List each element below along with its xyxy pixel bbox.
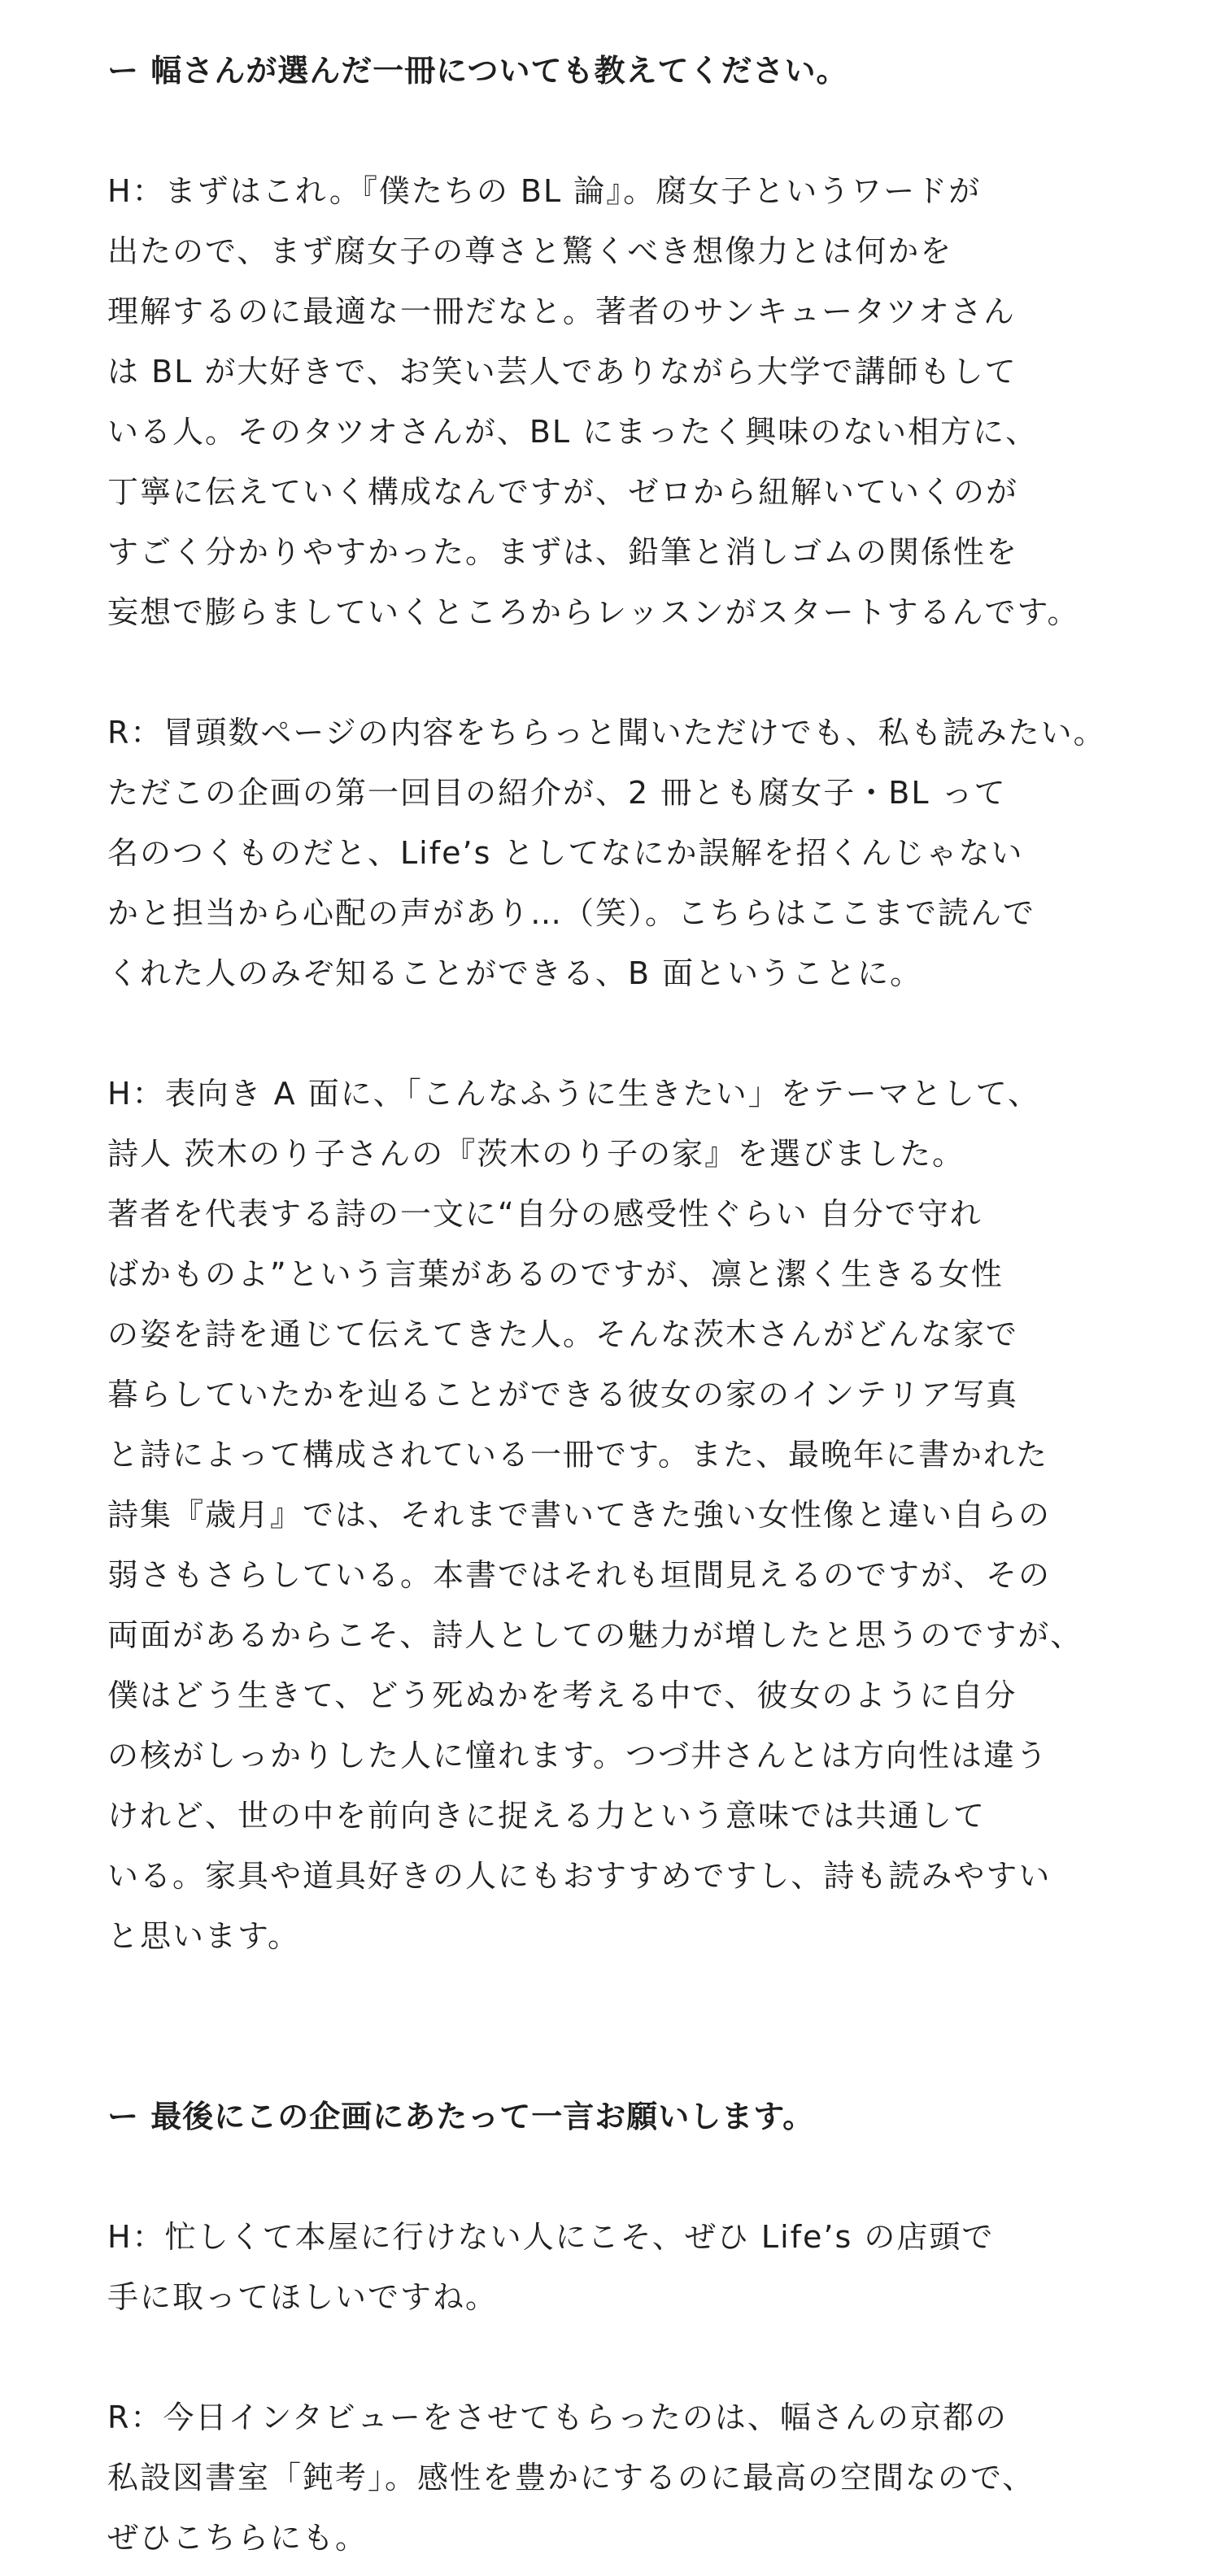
paragraph-r-reply: [107, 703, 1132, 1003]
text-line: すごく分かりやすかった。まずは、鉛筆と消しゴムの関係性を: [107, 534, 1019, 570]
spacer: [107, 1003, 1220, 1064]
text-line: H：表向き A 面に、「こんなふうに生きたい」をテーマとして、: [107, 1076, 1040, 1112]
text-line: 名のつくものだと、Life’s としてなにか誤解を招くんじゃない: [107, 835, 1024, 871]
text-line: ばかものよ”という言葉があるのですが、凛と潔く生きる女性: [107, 1256, 1004, 1292]
text-line: の核がしっかりした人に憧れます。つづ井さんとは方向性は違う: [107, 1738, 1048, 1773]
paragraph-h-bl-book: [107, 161, 1132, 642]
spacer: [107, 642, 1220, 703]
text-line: ただこの企画の第一回目の紹介が、2 冊とも腐女子・BL って: [107, 775, 1007, 811]
paragraph-h-closing: [107, 2207, 1132, 2327]
text-line: いる。家具や道具好きの人にもおすすめですし、詩も読みやすい: [107, 1858, 1052, 1894]
text-line: 暮らしていたかを辿ることができる彼女の家のインテリア写真: [107, 1377, 1019, 1412]
text-line: いる人。そのタツオさんが、BL にまったく興味のない相方に、: [107, 414, 1039, 450]
spacer: [107, 2327, 1220, 2387]
text-line: の姿を詩を通じて伝えてきた人。そんな茨木さんがどんな家で: [107, 1316, 1019, 1352]
text-line: と思います。: [107, 1918, 300, 1954]
text-line: 理解するのに最適な一冊だなと。著者のサンキュータツオさん: [107, 294, 1016, 329]
text-line: 妄想で膨らましていくところからレッスンがスタートするんです。: [107, 594, 1080, 630]
spacer: [107, 1966, 1220, 2086]
text-line: ぜひこちらにも。: [107, 2520, 368, 2556]
spacer: [107, 101, 1220, 161]
text-line: と詩によって構成されている一冊です。また、最晩年に書かれた: [107, 1437, 1048, 1473]
text-line: は BL が大好きで、お笑い芸人でありながら大学で講師もして: [107, 354, 1017, 389]
text-line: R：今日インタビューをさせてもらったのは、幅さんの京都の: [107, 2400, 1008, 2435]
text-line: くれた人のみぞ知ることができる、B 面ということに。: [107, 955, 923, 991]
text-line: けれど、世の中を前向きに捉える力という意味では共通して: [107, 1798, 987, 1834]
text-line: かと担当から心配の声があり…（笑）。こちらはここまで読んで: [107, 895, 1036, 931]
paragraph-r-closing: [107, 2387, 1132, 2568]
text-line: 詩人 茨木のり子さんの『茨木のり子の家』を選びました。: [107, 1136, 965, 1172]
text-line: 丁寧に伝えていく構成なんですが、ゼロから紐解いていくのが: [107, 474, 1019, 510]
section-heading: ー 最後にこの企画にあたって一言お願いします。: [107, 2099, 815, 2134]
section-heading: ー 幅さんが選んだ一冊についても教えてください。: [107, 53, 848, 89]
text-line: 両面があるからこそ、詩人としての魅力が増したと思うのですが、: [107, 1617, 1083, 1653]
paragraph-h-ibaragi-book: [107, 1064, 1132, 1966]
text-line: 詩集『歳月』では、それまで書いてきた強い女性像と違い自らの: [107, 1497, 1052, 1533]
text-line: 出たので、まず腐女子の尊さと驚くべき想像力とは何かを: [107, 233, 953, 269]
text-line: R：冒頭数ページの内容をちらっと聞いただけでも、私も読みたい。: [107, 715, 1106, 751]
text-line: 手に取ってほしいですね。: [107, 2279, 499, 2315]
text-line: 私設図書室「鈍考」。感性を豊かにするのに最高の空間なので、: [107, 2460, 1035, 2496]
text-line: H：忙しくて本屋に行けない人にこそ、ぜひ Life’s の店頭で: [107, 2219, 995, 2255]
text-line: H：まずはこれ。『僕たちの BL 論』。腐女子というワードが: [107, 173, 982, 209]
text-line: 著者を代表する詩の一文に“自分の感受性ぐらい 自分で守れ: [107, 1196, 983, 1232]
text-line: 弱さもさらしている。本書ではそれも垣間見えるのですが、その: [107, 1557, 1052, 1593]
text-line: 僕はどう生きて、どう死ぬかを考える中で、彼女のように自分: [107, 1677, 1017, 1713]
spacer: [107, 2147, 1220, 2207]
